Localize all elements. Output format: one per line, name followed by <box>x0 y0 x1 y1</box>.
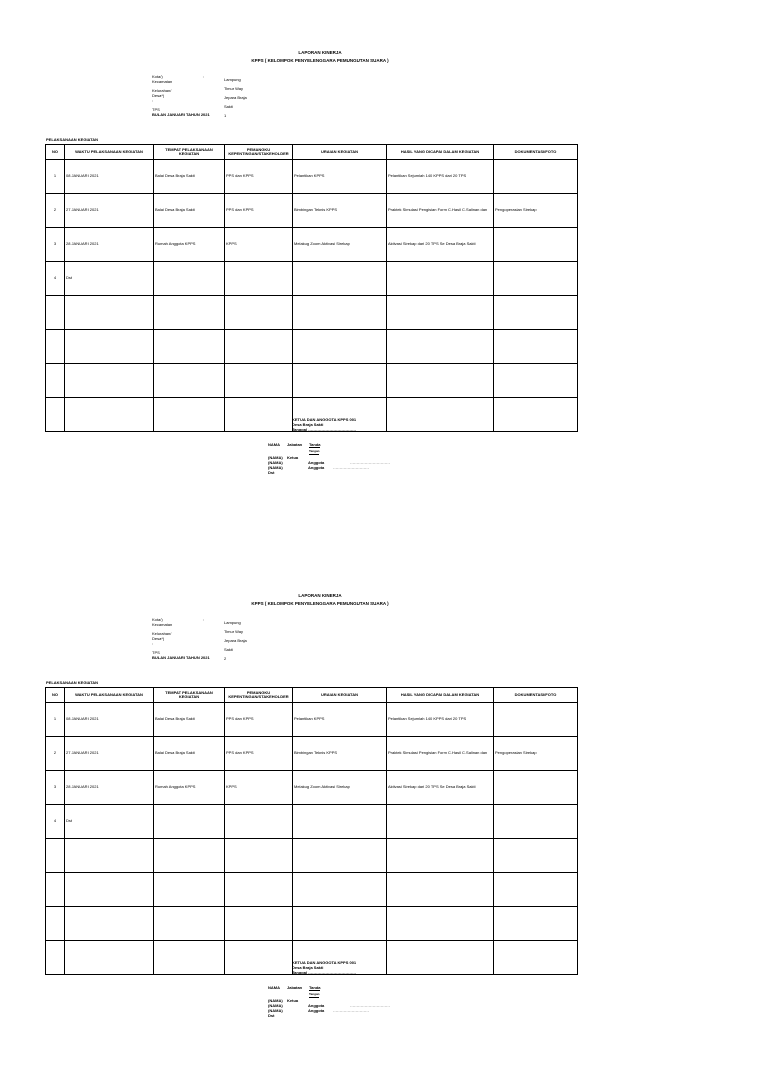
cell-no <box>46 907 65 941</box>
cell-waktu: 27 JANUARI 2021 <box>65 737 154 771</box>
kecamatan-value: Lampung <box>224 77 241 82</box>
cell-uraian: Pelantikan KPPS <box>293 703 387 737</box>
cell-no <box>46 330 65 364</box>
cell-pemangku: PPS dan KPPS <box>225 194 293 228</box>
cell-pemangku: KPPS <box>225 771 293 805</box>
report-subtitle: KPPS ( KELOMPOK PENYELENGGARA PEMUNGUTAN SUARA ) <box>251 601 389 606</box>
cell-pemangku <box>225 330 293 364</box>
cell-tempat <box>154 364 225 398</box>
sig-r1-jabatan: Ketua <box>287 998 299 1003</box>
table-row <box>46 228 578 262</box>
cell-pemangku <box>225 941 293 975</box>
cell-waktu: 28 JANUARI 2021 <box>65 228 154 262</box>
cell-uraian <box>293 907 387 941</box>
signature-table <box>268 985 398 1018</box>
cell-no: 2 <box>46 737 65 771</box>
desa-label: Desa*) <box>152 636 165 641</box>
signature-block <box>292 417 356 432</box>
sig-col-tanda: Tanda <box>309 985 321 990</box>
cell-pemangku <box>225 907 293 941</box>
cell-dokumentasi <box>494 941 578 975</box>
cell-uraian: Melakug Zoom Aktivasi Sirekap <box>293 228 387 262</box>
table-header-row <box>46 688 578 703</box>
header-hasil: HASIL YANG DICAPAI DALAM KEGIATAN <box>387 145 494 160</box>
cell-waktu <box>65 839 154 873</box>
cell-tempat <box>154 941 225 975</box>
cell-pemangku: KPPS <box>225 228 293 262</box>
signature-place: Desa Braja Sakti <box>292 965 324 970</box>
kota-colon: : <box>202 617 204 622</box>
cell-tempat: Balai Desa Braja Sakti <box>154 737 225 771</box>
cell-uraian <box>293 839 387 873</box>
report-title: LAPORAN KINERJA <box>298 593 342 598</box>
cell-dokumentasi: Pengoperasian Sirekap <box>494 737 578 771</box>
cell-hasil: Pelantikan Sejumlah 140 KPPS dari 20 TPS <box>387 160 494 194</box>
cell-no: 3 <box>46 771 65 805</box>
cell-uraian <box>293 805 387 839</box>
cell-hasil: Praktek Simulasi Pengisian Form C.Hasil C.Salinan dan <box>387 737 494 771</box>
cell-pemangku <box>225 296 293 330</box>
signature-heading: KETUA DAN ANGGOTA KPPS 001 <box>292 960 357 965</box>
cell-dokumentasi <box>494 703 578 737</box>
cell-uraian <box>293 873 387 907</box>
cell-dokumentasi <box>494 805 578 839</box>
cell-waktu <box>65 398 154 432</box>
header-dokumentasi: DOKUMENTASI/FOTO <box>494 145 578 160</box>
sig-dst: Dst <box>268 470 275 475</box>
header-no: NO <box>46 688 65 703</box>
cell-pemangku <box>225 364 293 398</box>
report-page-2 <box>0 589 768 1089</box>
cell-no: 3 <box>46 228 65 262</box>
cell-dokumentasi: Pengoperasian Sirekap <box>494 194 578 228</box>
cell-no <box>46 296 65 330</box>
sig-col-jabatan: Jabatan <box>287 442 303 447</box>
tps-label: TPS <box>152 650 160 655</box>
cell-pemangku <box>225 262 293 296</box>
cell-waktu: 27 JANUARI 2021 <box>65 194 154 228</box>
cell-hasil <box>387 805 494 839</box>
cell-hasil <box>387 398 494 432</box>
tps-label: TPS <box>152 107 160 112</box>
report-title: LAPORAN KINERJA <box>298 50 342 55</box>
cell-dokumentasi <box>494 364 578 398</box>
cell-hasil <box>387 262 494 296</box>
sig-r3-nama: (NAMA) <box>268 1008 283 1013</box>
kecamatan-label: Kecamatan <box>152 79 173 84</box>
cell-pemangku <box>225 839 293 873</box>
cell-no <box>46 839 65 873</box>
table-row <box>46 262 578 296</box>
sig-col-tanda: Tanda <box>309 442 321 447</box>
table-row <box>46 160 578 194</box>
desa-value: Jepara Braja <box>224 95 247 100</box>
desa-value-2: Sakti <box>224 104 233 109</box>
cell-tempat <box>154 839 225 873</box>
sig-r2-nama: (NAMA) <box>268 1003 283 1008</box>
cell-waktu <box>65 873 154 907</box>
cell-waktu: 28 JANUARI 2021 <box>65 771 154 805</box>
cell-waktu <box>65 330 154 364</box>
cell-dokumentasi <box>494 296 578 330</box>
header-waktu: WAKTU PELAKSANAAN KEGIATAN <box>65 688 154 703</box>
cell-uraian <box>293 364 387 398</box>
cell-waktu <box>65 364 154 398</box>
cell-uraian: Bimbingan Teknis KPPS <box>293 194 387 228</box>
bulan-label: BULAN JANUARI TAHUN 2021 <box>152 112 210 117</box>
tps-value: 2 <box>224 656 227 661</box>
sig-r1-nama: (NAMA) <box>268 998 283 1003</box>
sig-r2-jabatan: Anggota <box>308 460 325 465</box>
cell-dokumentasi <box>494 839 578 873</box>
bulan-label: BULAN JANUARI TAHUN 2021 <box>152 655 210 660</box>
cell-waktu: Dst <box>65 805 154 839</box>
cell-uraian <box>293 262 387 296</box>
cell-hasil: Pelantikan Sejumlah 140 KPPS dari 20 TPS <box>387 703 494 737</box>
sig-r3-line: ……………………… <box>333 465 369 470</box>
table-row <box>46 194 578 228</box>
table-row <box>46 873 578 907</box>
desa-value: Jepara Braja <box>224 638 247 643</box>
sig-r2-jabatan: Anggota <box>308 1003 325 1008</box>
kecamatan-label: Kecamatan <box>152 622 173 627</box>
cell-no: 1 <box>46 160 65 194</box>
header-uraian: URAIAN KEGIATAN <box>293 145 387 160</box>
cell-tempat <box>154 262 225 296</box>
cell-no <box>46 941 65 975</box>
sig-col-nama: NAMA <box>268 442 280 447</box>
signature-heading: KETUA DAN ANGGOTA KPPS 001 <box>292 417 357 422</box>
cell-dokumentasi <box>494 873 578 907</box>
report-page-1 <box>0 46 768 546</box>
cell-hasil: Praktek Simulasi Pengisian Form C.Hasil C.Salinan dan <box>387 194 494 228</box>
cell-hasil <box>387 907 494 941</box>
desa-label: Desa*) <box>152 93 165 98</box>
cell-no: 4 <box>46 262 65 296</box>
desa-colon: : <box>152 641 154 646</box>
cell-no: 2 <box>46 194 65 228</box>
sig-col-nama: NAMA <box>268 985 280 990</box>
sig-col-tanda-sub: Tangan <box>309 992 320 996</box>
cell-waktu <box>65 907 154 941</box>
table-row <box>46 703 578 737</box>
header-hasil: HASIL YANG DICAPAI DALAM KEGIATAN <box>387 688 494 703</box>
cell-no <box>46 364 65 398</box>
header-dokumentasi: DOKUMENTASI/FOTO <box>494 688 578 703</box>
sig-col-tanda-sub: Tangan <box>309 449 320 453</box>
sig-r1-jabatan: Ketua <box>287 455 299 460</box>
cell-dokumentasi <box>494 330 578 364</box>
kecamatan-value: Lampung <box>224 620 241 625</box>
header-uraian: URAIAN KEGIATAN <box>293 688 387 703</box>
header-tempat: TEMPAT PELAKSANAAN KEGIATAN <box>154 145 225 160</box>
cell-uraian <box>293 330 387 364</box>
cell-hasil: Aktivasi Sirekap dari 20 TPS Se Desa Braja Sakti <box>387 771 494 805</box>
table-row <box>46 839 578 873</box>
cell-hasil <box>387 941 494 975</box>
cell-waktu: 08 JANUARI 2021 <box>65 160 154 194</box>
cell-uraian: Pelantikan KPPS <box>293 160 387 194</box>
cell-hasil <box>387 839 494 873</box>
cell-dokumentasi <box>494 398 578 432</box>
sig-r3-line: ……………………… <box>333 1008 369 1013</box>
cell-pemangku: PPS dan KPPS <box>225 737 293 771</box>
sig-dst: Dst <box>268 1013 275 1018</box>
table-row <box>46 364 578 398</box>
header-pemangku: PEMANGKU KEPENTINGAN/STAKEHOLDER <box>225 145 293 160</box>
cell-pemangku: PPS dan KPPS <box>225 160 293 194</box>
cell-tempat <box>154 805 225 839</box>
table-row <box>46 907 578 941</box>
tps-value: 1 <box>224 113 227 118</box>
cell-tempat: Rumah Anggota KPPS <box>154 771 225 805</box>
section-title: PELAKSANAAN KEGIATAN <box>46 137 99 142</box>
kegiatan-table <box>45 144 578 432</box>
signature-date: Tanggal ……………………………… <box>292 427 357 432</box>
cell-dokumentasi <box>494 228 578 262</box>
section-title: PELAKSANAAN KEGIATAN <box>46 680 99 685</box>
signature-date: Tanggal ……………………………… <box>292 970 357 975</box>
kota-label: Kota/) <box>152 617 163 622</box>
cell-pemangku: PPS dan KPPS <box>225 703 293 737</box>
sig-r2-line: ………………………… <box>350 1003 390 1008</box>
signature-place: Desa Braja Sakti <box>292 422 324 427</box>
report-subtitle: KPPS ( KELOMPOK PENYELENGGARA PEMUNGUTAN SUARA ) <box>251 58 389 63</box>
cell-tempat <box>154 296 225 330</box>
table-row <box>46 330 578 364</box>
cell-tempat <box>154 873 225 907</box>
kota-label: Kota/) <box>152 74 163 79</box>
cell-tempat: Rumah Anggota KPPS <box>154 228 225 262</box>
cell-pemangku <box>225 398 293 432</box>
info-values <box>224 77 247 118</box>
cell-waktu: Dst <box>65 262 154 296</box>
desa-colon: : <box>152 98 154 103</box>
cell-hasil <box>387 296 494 330</box>
cell-hasil: Aktivasi Sirekap dari 20 TPS Se Desa Braja Sakti <box>387 228 494 262</box>
table-row <box>46 296 578 330</box>
sig-col-jabatan: Jabatan <box>287 985 303 990</box>
cell-no: 1 <box>46 703 65 737</box>
cell-dokumentasi <box>494 262 578 296</box>
cell-no: 4 <box>46 805 65 839</box>
signature-block <box>292 960 356 975</box>
cell-pemangku <box>225 805 293 839</box>
cell-hasil <box>387 873 494 907</box>
cell-no <box>46 873 65 907</box>
sig-r3-jabatan: Anggota <box>308 465 325 470</box>
table-header-row <box>46 145 578 160</box>
table-row <box>46 771 578 805</box>
table-row <box>46 737 578 771</box>
cell-dokumentasi <box>494 771 578 805</box>
cell-uraian: Bimbingan Teknis KPPS <box>293 737 387 771</box>
header-waktu: WAKTU PELAKSANAAN KEGIATAN <box>65 145 154 160</box>
cell-pemangku <box>225 873 293 907</box>
kelurahan-label: Kelurahan/ <box>152 631 172 636</box>
cell-tempat <box>154 398 225 432</box>
kelurahan-value: Timur Way <box>224 629 244 634</box>
kelurahan-label: Kelurahan/ <box>152 88 172 93</box>
sig-r2-nama: (NAMA) <box>268 460 283 465</box>
header-tempat: TEMPAT PELAKSANAAN KEGIATAN <box>154 688 225 703</box>
cell-waktu <box>65 296 154 330</box>
cell-no <box>46 398 65 432</box>
desa-value-2: Sakti <box>224 647 233 652</box>
cell-uraian: Melakug Zoom Aktivasi Sirekap <box>293 771 387 805</box>
cell-waktu: 08 JANUARI 2021 <box>65 703 154 737</box>
kota-colon: : <box>202 74 204 79</box>
cell-tempat <box>154 330 225 364</box>
table-row <box>46 805 578 839</box>
cell-tempat: Balai Desa Braja Sakti <box>154 160 225 194</box>
sig-r3-nama: (NAMA) <box>268 465 283 470</box>
info-labels <box>152 74 210 117</box>
cell-dokumentasi <box>494 160 578 194</box>
kegiatan-table <box>45 687 578 975</box>
cell-tempat <box>154 907 225 941</box>
cell-hasil <box>387 364 494 398</box>
sig-r3-jabatan: Anggota <box>308 1008 325 1013</box>
info-labels <box>152 617 210 660</box>
cell-uraian <box>293 296 387 330</box>
cell-hasil <box>387 330 494 364</box>
cell-tempat: Balai Desa Braja Sakti <box>154 194 225 228</box>
signature-table <box>268 442 398 475</box>
cell-dokumentasi <box>494 907 578 941</box>
header-no: NO <box>46 145 65 160</box>
info-values <box>224 620 247 661</box>
sig-r2-line: ………………………… <box>350 460 390 465</box>
header-pemangku: PEMANGKU KEPENTINGAN/STAKEHOLDER <box>225 688 293 703</box>
kelurahan-value: Timur Way <box>224 86 244 91</box>
cell-waktu <box>65 941 154 975</box>
sig-r1-nama: (NAMA) <box>268 455 283 460</box>
cell-tempat: Balai Desa Braja Sakti <box>154 703 225 737</box>
